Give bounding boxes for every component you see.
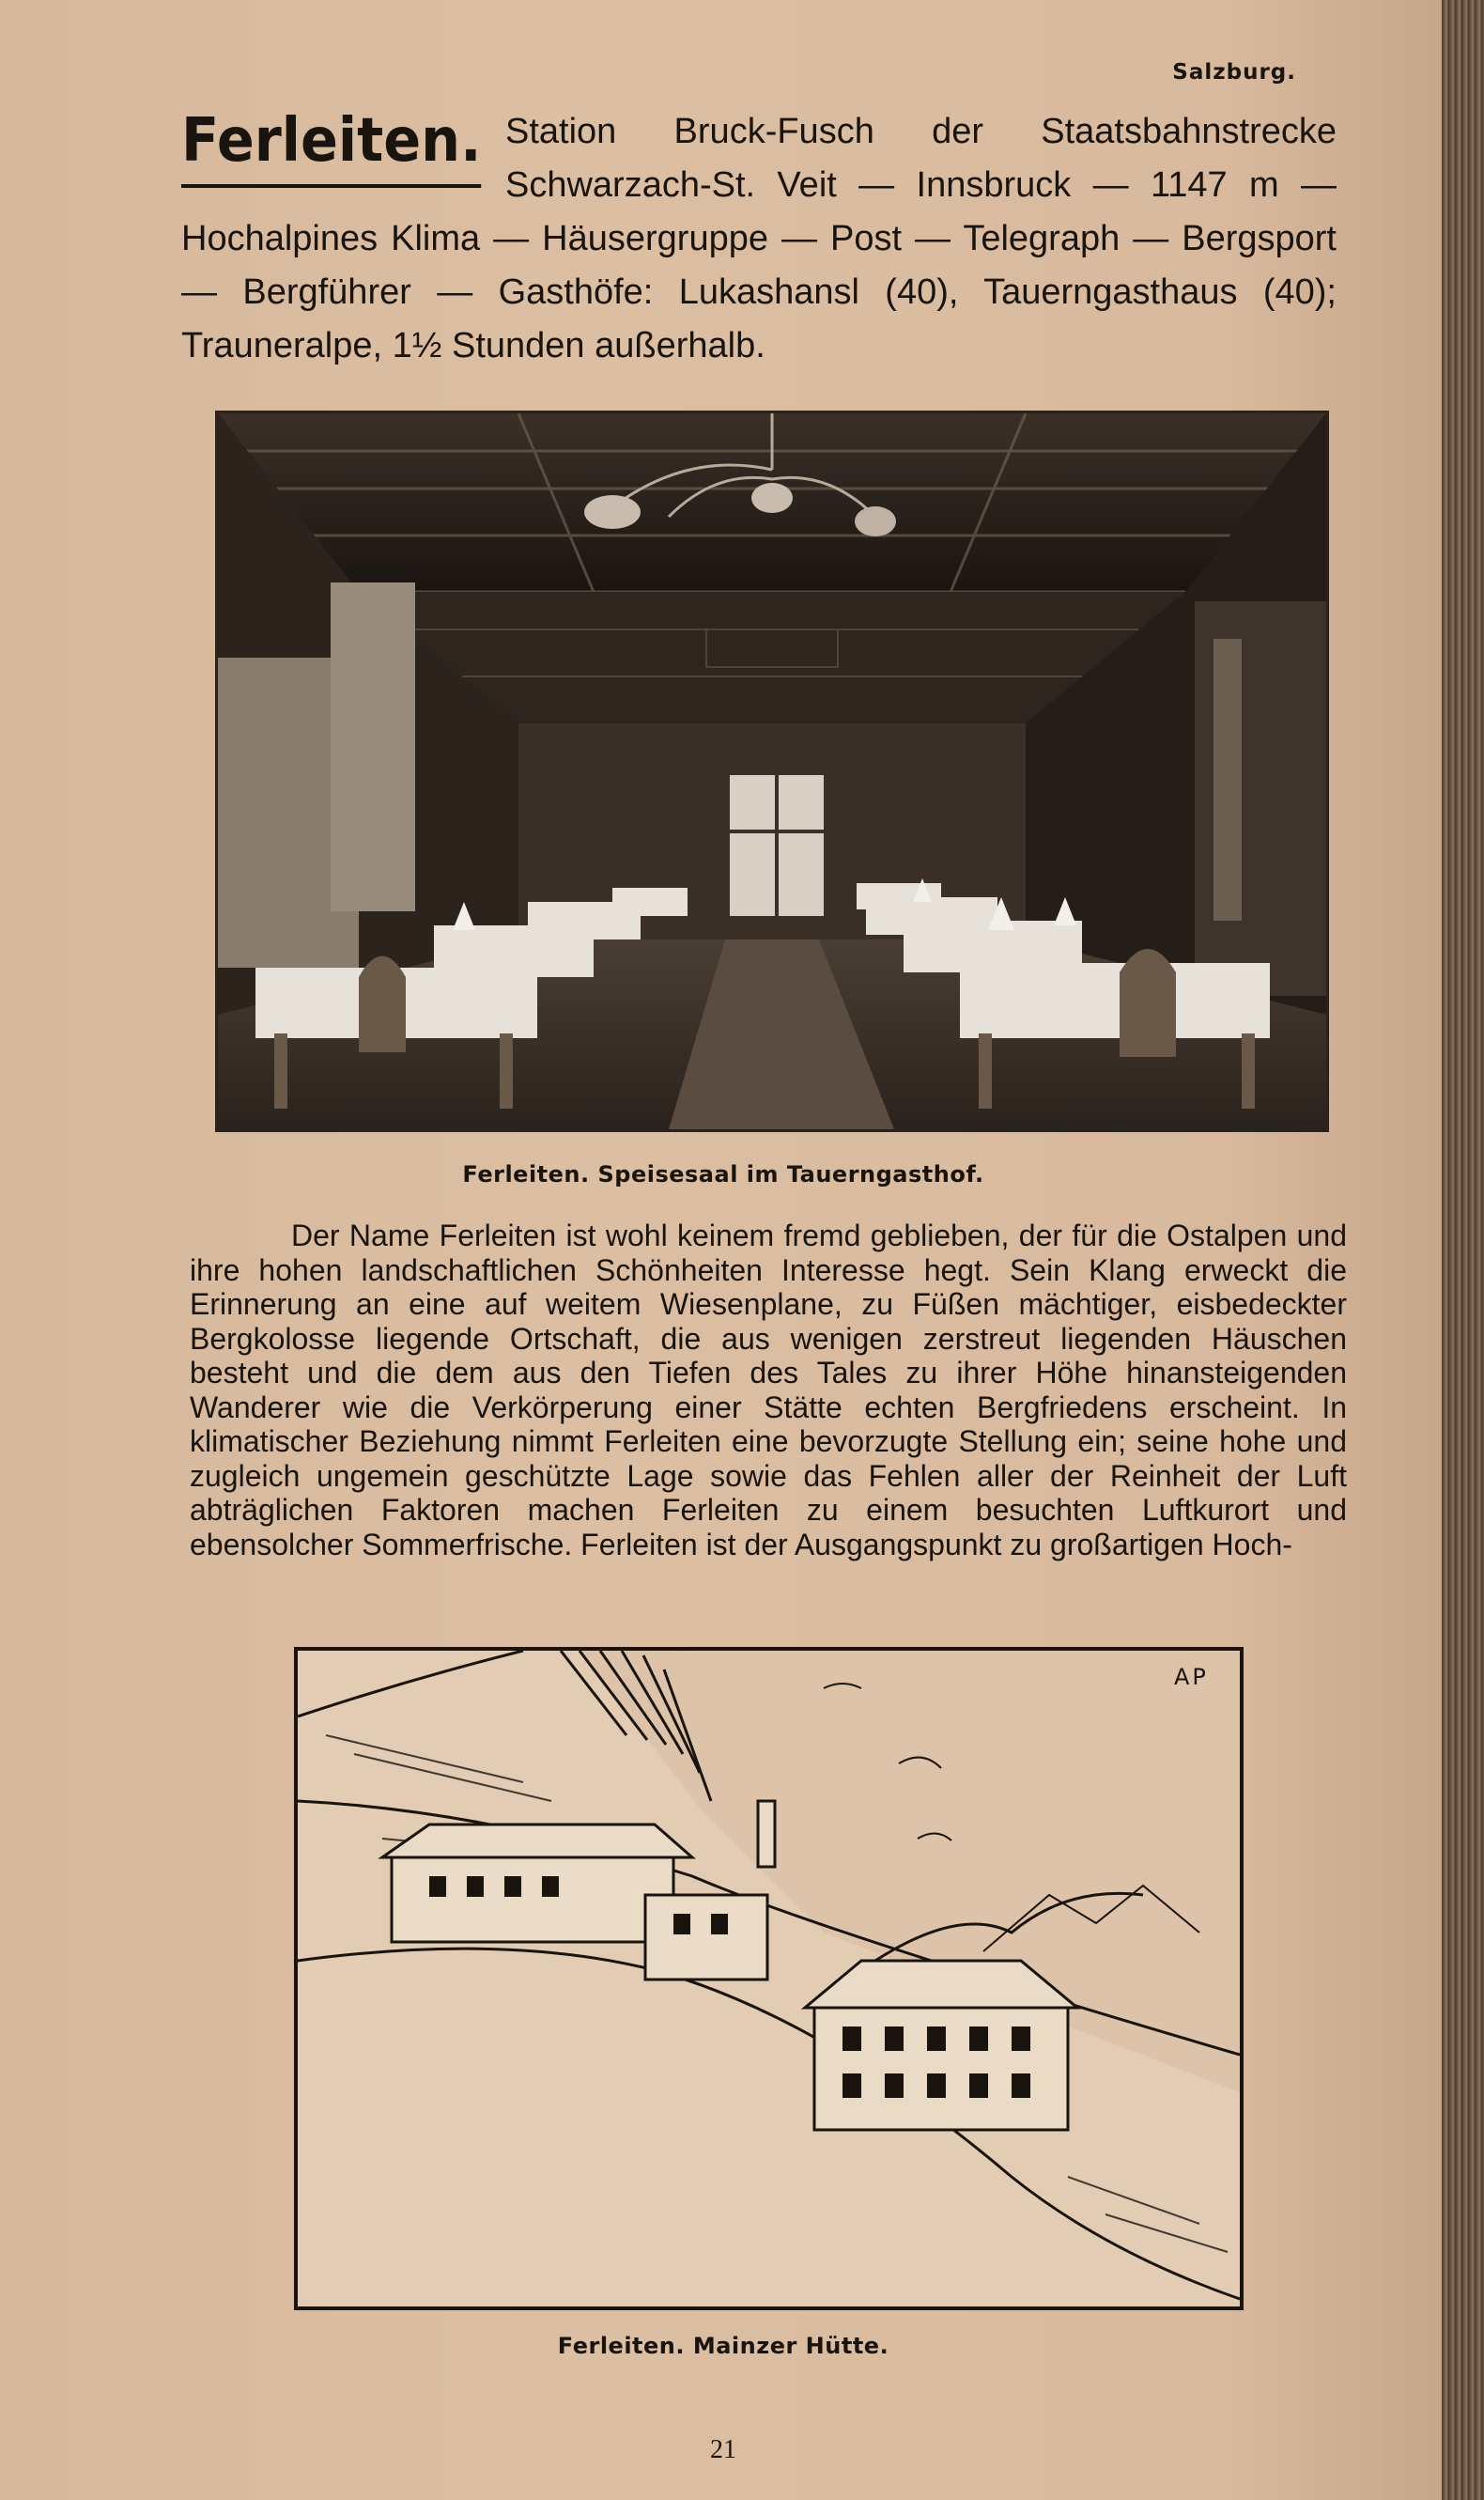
photo-caption: Ferleiten. Speisesaal im Tauerngasthof.	[462, 1161, 984, 1188]
entry-intro	[181, 105, 1337, 373]
drawing-signature: AP	[1174, 1664, 1209, 1690]
running-head: Salzburg.	[1172, 60, 1296, 85]
drawing-caption: Ferleiten. Mainzer Hütte.	[557, 2333, 889, 2359]
page-number: 21	[710, 2435, 736, 2464]
page-edges	[1442, 0, 1484, 2500]
dining-hall-photo	[215, 411, 1329, 1132]
dining-hall-photo-graphic	[218, 413, 1326, 1129]
title-space	[181, 105, 505, 209]
entry-title: Ferleiten.	[181, 111, 481, 188]
entry-intro-text: Station Bruck-Fusch der Staatsbahnstrecke Schwarzach-St. Veit — Innsbruck — 1147 m — Hochalpines Klima — Häusergruppe — Post — Telegraph — Bergsport — Bergführer — Gasthöfe: Lukashansl (40), Tauerngasthaus (40); Trauneralpe, 1½ Stunden außerhalb.	[181, 112, 1337, 365]
mainzer-huette-graphic	[298, 1651, 1240, 2306]
body-paragraph: Der Name Ferleiten ist wohl keinem fremd geblieben, der für die Ostalpen und ihre hohen landschaftlichen Schönheiten Interesse hegt. Sein Klang erweckt die Erinnerung an eine auf weitem Wiesenplane, zu Füßen mächtiger, eisbedeckter Bergkolosse liegende Ortschaft, die aus wenigen zerstreut liegenden Häuschen besteht und die dem aus den Tiefen des Tales zu ihrer Höhe hinansteigenden Wanderer wie die Verkörperung einer Stätte echten Bergfriedens erscheint. In klimatischer Beziehung nimmt Ferleiten eine bevorzugte Stellung ein; seine hohe und zugleich ungemein geschützte Lage sowie das Fehlen aller der Reinheit der Luft abträglichen Faktoren machen Ferleiten zu einem besuchten Luftkurort und ebensolcher Sommerfrische. Ferleiten ist der Ausgangspunkt zu großartigen Hoch-	[190, 1219, 1347, 1561]
mainzer-huette-drawing	[294, 1647, 1244, 2310]
